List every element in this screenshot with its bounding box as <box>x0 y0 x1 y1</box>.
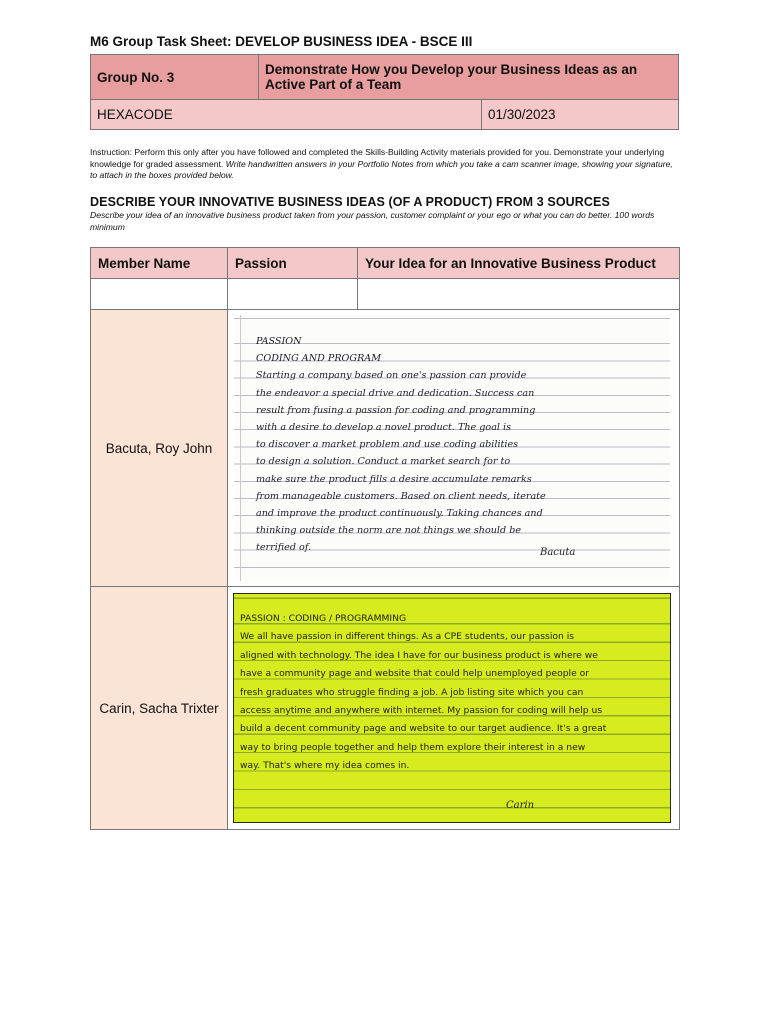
instruction-text <box>90 147 680 182</box>
table-row <box>91 310 680 587</box>
handwritten-answer-cell <box>228 310 680 587</box>
handwritten-answer-cell <box>228 587 680 830</box>
handwritten-line: fresh graduates who struggle finding a job. A job listing site which you can <box>240 686 584 698</box>
handwritten-line: Starting a company based on one's passion can provide <box>256 370 527 382</box>
handwritten-line: PASSION <box>256 336 302 347</box>
col-idea: Your Idea for an Innovative Business Product <box>358 248 680 279</box>
handwritten-line: the endeavor a special drive and dedication. Success can <box>256 387 535 399</box>
document-title: M6 Group Task Sheet: DEVELOP BUSINESS IDEA - BSCE III <box>90 34 473 49</box>
instruction-plain: Instruction: Perform this only after you have followed and completed the Skills-Building Activity materials provided for you. Demonstrate your underlying knowledge for graded assessment. <box>90 147 665 169</box>
handwritten-line: build a decent community page and website to our target audience. It's a great <box>240 723 607 735</box>
handwritten-line: aligned with technology. The idea I have for our business product is where we <box>240 649 598 661</box>
signature: Carin <box>506 800 535 811</box>
group-info-table <box>90 54 679 130</box>
group-number: Group No. 3 <box>91 55 259 100</box>
handwritten-line: way to bring people together and help them explore their interest in a new <box>240 741 586 753</box>
handwritten-line: way. That's where my idea comes in. <box>240 760 410 772</box>
ideas-table <box>90 247 680 830</box>
handwritten-line: with a desire to develop a novel product. The goal is <box>256 422 512 434</box>
handwritten-line: to design a solution. Conduct a market search for to <box>256 456 511 468</box>
table-row <box>91 279 680 310</box>
handwritten-line: make sure the product fills a desire accumulate remarks <box>256 473 532 485</box>
section-title: DESCRIBE YOUR INNOVATIVE BUSINESS IDEAS (OF A PRODUCT) FROM 3 SOURCES <box>90 195 610 209</box>
handwritten-line: have a community page and website that could help unemployed people or <box>240 668 590 680</box>
col-member-name: Member Name <box>91 248 228 279</box>
table-header-row <box>91 248 680 279</box>
task-title: Demonstrate How you Develop your Business Ideas as an Active Part of a Team <box>259 55 679 100</box>
group-name: HEXACODE <box>91 100 482 130</box>
handwritten-line: access anytime and anywhere with internet. My passion for coding will help us <box>240 705 603 717</box>
member-name: Carin, Sacha Trixter <box>91 587 228 830</box>
handwritten-line: thinking outside the norm are not things we should be <box>256 525 522 537</box>
handwritten-text <box>240 610 670 776</box>
submission-date: 01/30/2023 <box>482 100 679 130</box>
handwritten-line: CODING AND PROGRAM <box>256 353 382 365</box>
handwritten-line: and improve the product continuously. Taking chances and <box>256 508 543 520</box>
member-name: Bacuta, Roy John <box>91 310 228 587</box>
handwritten-text <box>256 333 656 557</box>
handwritten-notebook-image <box>234 315 670 581</box>
handwritten-line: terrified of. <box>256 542 312 554</box>
handwritten-line: result from fusing a passion for coding and programming <box>256 404 536 416</box>
section-subtitle: Describe your idea of an innovative business product taken from your passion, customer complaint or your ego or what you can do better. 100 words minimum <box>90 210 655 232</box>
handwritten-line: from manageable customers. Based on client needs, iterate <box>256 490 546 502</box>
signature: Bacuta <box>540 547 576 558</box>
handwritten-line: PASSION : CODING / PROGRAMMING <box>240 613 407 624</box>
handwritten-yellow-paper-image <box>233 593 671 823</box>
instruction-italic: Write handwritten answers in your Portfolio Notes from which you take a cam scanner image, showing your signature, to attach in the boxes provided below. <box>90 158 673 181</box>
handwritten-line: We all have passion in different things. As a CPE students, our passion is <box>240 631 575 643</box>
col-passion: Passion <box>228 248 358 279</box>
handwritten-line: to discover a market problem and use coding abilities <box>256 439 519 451</box>
table-row <box>91 587 680 830</box>
